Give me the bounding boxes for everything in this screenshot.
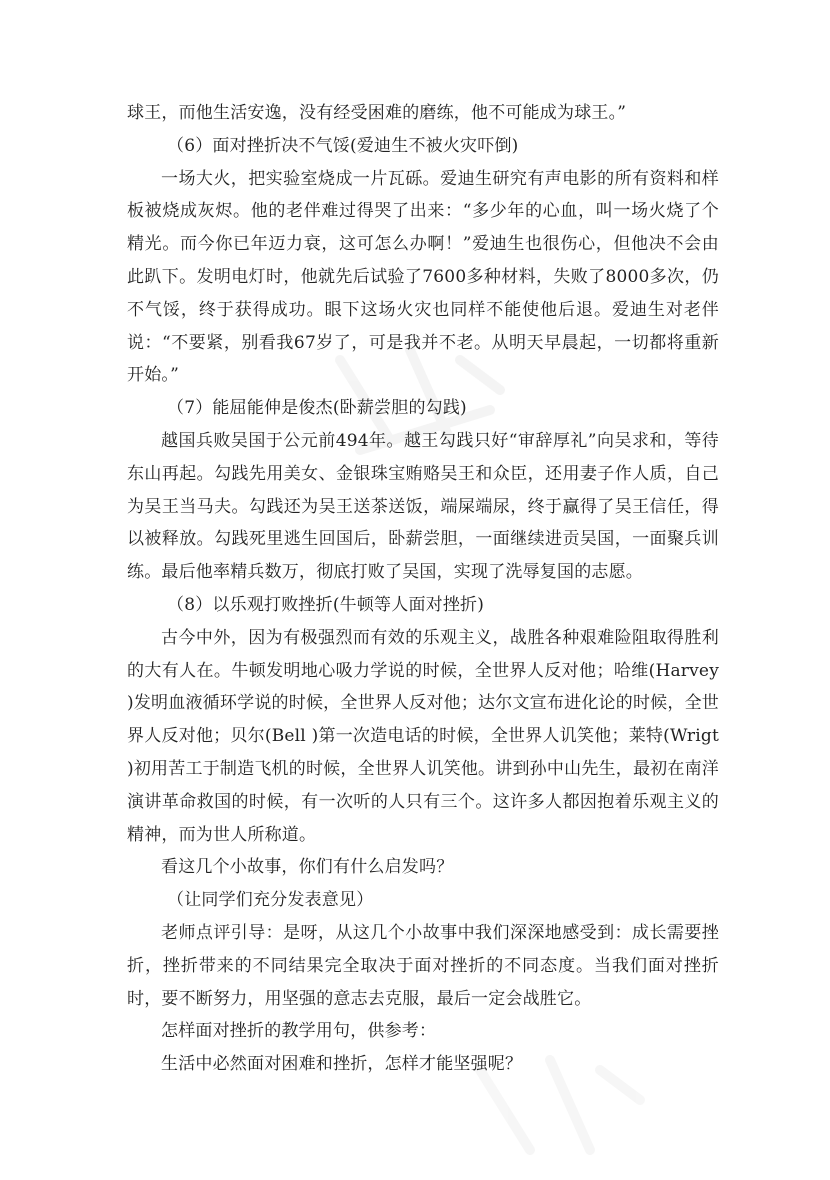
paragraph-teacher-comment: 老师点评引导：是呀，从这几个小故事中我们深深地感受到：成长需要挫折，挫折带来的不同结果完全取决于面对挫折的不同态度。当我们面对挫折时，要不断努力，用坚强的意志去克服，最后一定会战胜它。: [127, 922, 719, 1009]
paragraph-question: 看这几个小故事，你们有什么启发吗？: [161, 857, 454, 878]
paragraph-note: （让同学们充分发表意见）: [167, 890, 374, 911]
paragraph-continuation: 球王，而他生活安逸，没有经受困难的磨练，他不可能成为球王。”: [127, 103, 627, 123]
document-body: [127, 97, 719, 1081]
paragraph-optimism: 古今中外，因为有极强烈而有效的乐观主义，战胜各种艰难险阻取得胜利的大有人在。牛顿发明地心吸力学说的时候，全世界人反对他；哈维(Harvey )发明血液循环学说的时候，全世界人反对他；达尔文宣布进化论的时候，全世界人反对他；贝尔(Bell )第一次造电话的时候，全世界人讥笑他；莱特(Wrigt )初用苦工于制造飞机的时候，全世界人讥笑他。讲到孙中山先生，最初在南洋演讲革命救国的时候，有一次听的人只有三个。这许多人都因抱着乐观主义的精神，而为世人所称道。: [127, 627, 719, 845]
paragraph-edison: 一场大火，把实验室烧成一片瓦砾。爱迪生研究有声电影的所有资料和样板被烧成灰烬。他的老伴难过得哭了出来：“多少年的心血，叫一场火烧了个精光。而今你已年迈力衰，这可怎么办啊！”爱迪生也很伤心，但他决不会由此趴下。发明电灯时，他就先后试验了7600多种材料，失败了8000多次，仍不气馁，终于获得成功。眼下这场火灾也同样不能使他后退。爱迪生对老伴说：“不要紧，别看我67岁了，可是我并不老。从明天早晨起，一切都将重新开始。”: [127, 168, 719, 386]
section-heading-6: （6）面对挫折决不气馁(爱迪生不被火灾吓倒): [167, 135, 519, 156]
paragraph-final-question: 生活中必然面对困难和挫折，怎样才能坚强呢？: [161, 1054, 523, 1075]
paragraph-goujian: 越国兵败吴国于公元前494年。越王勾践只好“审辞厚礼”向吴求和，等待东山再起。勾践先用美女、金银珠宝贿赂吴王和众臣，还用妻子作人质，自己为吴王当马夫。勾践还为吴王送茶送饭，端屎端尿，终于赢得了吴王信任，得以被释放。勾践死里逃生回国后，卧薪尝胆，一面继续进贡吴国，一面聚兵训练。最后他率精兵数万，彻底打败了吴国，实现了洗辱复国的志愿。: [127, 430, 719, 583]
paragraph-reference-intro: 怎样面对挫折的教学用句，供参考：: [161, 1021, 437, 1042]
section-heading-8: （8）以乐观打败挫折(牛顿等人面对挫折): [167, 594, 485, 615]
section-heading-7: （7）能屈能伸是俊杰(卧薪尝胆的勾践): [167, 398, 467, 419]
